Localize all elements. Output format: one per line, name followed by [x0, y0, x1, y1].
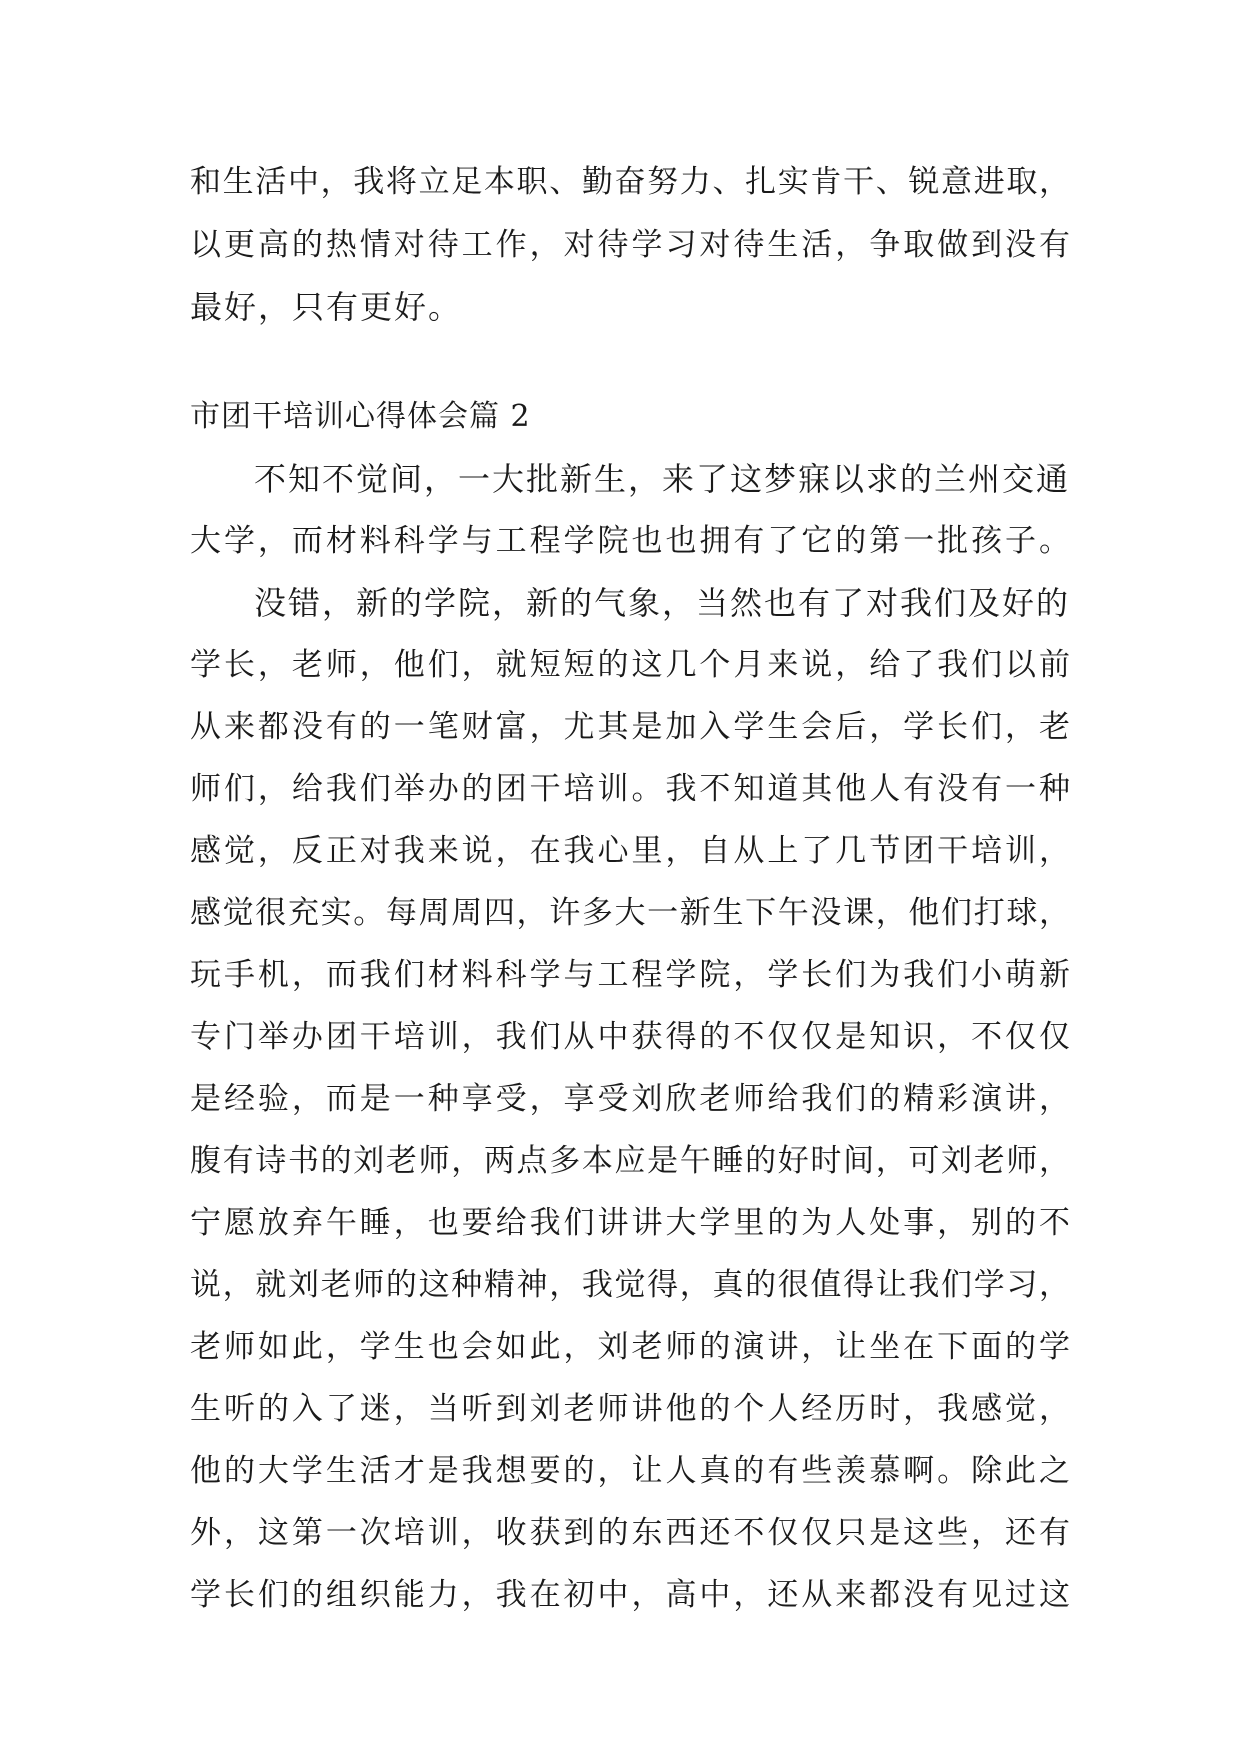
text-line: 不知不觉间，一大批新生，来了这梦寐以求的兰州交通 — [254, 460, 1071, 498]
text-line: 师们，给我们举办的团干培训。我不知道其他人有没有一种 — [190, 771, 1070, 807]
text-line: 和生活中，我将立足本职、勤奋努力、扎实肯干、锐意进取， — [190, 164, 1070, 200]
text-line: 从来都没有的一笔财富，尤其是加入学生会后，学长们，老 — [190, 709, 1070, 745]
text-line: 学长们的组织能力，我在初中，高中，还从来都没有见过这 — [190, 1577, 1070, 1613]
text-line: 说，就刘老师的这种精神，我觉得，真的很值得让我们学习， — [190, 1267, 1070, 1303]
text-line: 腹有诗书的刘老师，两点多本应是午睡的好时间，可刘老师， — [190, 1143, 1070, 1179]
text-line: 以更高的热情对待工作，对待学习对待生活，争取做到没有 — [190, 227, 1070, 263]
text-line: 外，这第一次培训，收获到的东西还不仅仅只是这些，还有 — [190, 1515, 1070, 1551]
text-line: 最好，只有更好。 — [190, 288, 463, 326]
text-line: 玩手机，而我们材料科学与工程学院，学长们为我们小萌新 — [190, 957, 1070, 993]
text-line: 感觉，反正对我来说，在我心里，自从上了几节团干培训， — [190, 833, 1070, 869]
text-line: 学长，老师，他们，就短短的这几个月来说，给了我们以前 — [190, 647, 1070, 683]
text-line: 没错，新的学院，新的气象，当然也有了对我们及好的 — [254, 584, 1071, 622]
section-title: 市团干培训心得体会篇 2 — [190, 399, 531, 434]
text-line: 感觉很充实。每周周四，许多大一新生下午没课，他们打球， — [190, 895, 1070, 931]
text-line: 他的大学生活才是我想要的，让人真的有些羡慕啊。除此之 — [190, 1453, 1070, 1489]
text-line: 大学，而材料科学与工程学院也也拥有了它的第一批孩子。 — [190, 523, 1070, 559]
text-line: 宁愿放弃午睡，也要给我们讲讲大学里的为人处事，别的不 — [190, 1205, 1070, 1241]
text-line: 是经验，而是一种享受，享受刘欣老师给我们的精彩演讲， — [190, 1081, 1070, 1117]
text-line: 专门举办团干培训，我们从中获得的不仅仅是知识，不仅仅 — [190, 1019, 1070, 1055]
text-line: 老师如此，学生也会如此，刘老师的演讲，让坐在下面的学 — [190, 1329, 1070, 1365]
text-line: 生听的入了迷，当听到刘老师讲他的个人经历时，我感觉， — [190, 1391, 1070, 1427]
